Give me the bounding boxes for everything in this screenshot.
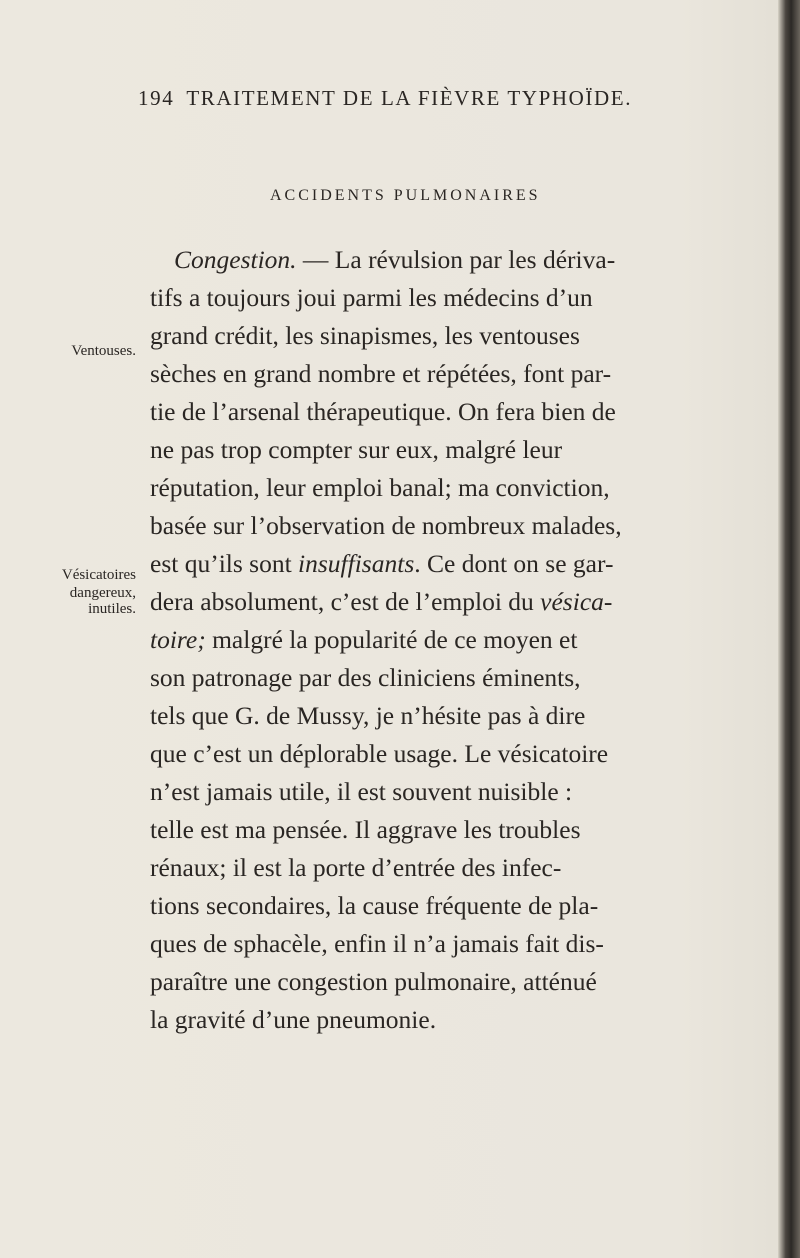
- text-line-15: n’est jamais utile, il est souvent nuisible :: [150, 777, 573, 806]
- text-line-21: la gravité d’une pneumonie.: [150, 1005, 437, 1034]
- text-line-4: sèches en grand nombre et répétées, font par-: [150, 359, 612, 388]
- text-line-5: tie de l’arsenal thérapeutique. On fera bien de: [150, 397, 616, 426]
- text-line-11: toire; malgré la popularité de ce moyen et: [150, 625, 578, 654]
- margin-note-inutiles: inutiles.: [88, 601, 136, 617]
- text-line-16: telle est ma pensée. Il aggrave les troubles: [150, 815, 581, 844]
- emphasis-toire: toire;: [150, 625, 206, 654]
- text-line-1: Congestion. — La révulsion par les dériva-: [174, 245, 616, 274]
- emphasis-vesicatoire: vésica-: [540, 587, 613, 616]
- text-line-18: tions secondaires, la cause fréquente de pla-: [150, 891, 599, 920]
- running-title: TRAITEMENT DE LA FIÈVRE TYPHOÏDE.: [186, 86, 633, 110]
- margin-note-vesicatoires: Vésicatoires: [61, 567, 136, 583]
- emphasis-insuffisants: insuffisants: [298, 549, 415, 578]
- section-title: ACCIDENTS PULMONAIRES: [270, 187, 541, 204]
- text-line-20: paraître une congestion pulmonaire, atténué: [150, 967, 597, 996]
- page-number: 194: [138, 86, 175, 110]
- text-line-7: réputation, leur emploi banal; ma conviction,: [150, 473, 610, 502]
- text-line-3: grand crédit, les sinapismes, les ventouses: [150, 321, 580, 350]
- margin-note-ventouses: Ventouses.: [71, 343, 136, 359]
- text-line-10: dera absolument, c’est de l’emploi du vésica-: [150, 587, 613, 616]
- subheading-congestion: Congestion.: [174, 245, 297, 274]
- margin-note-dangereux: dangereux,: [69, 585, 136, 601]
- text-line-13: tels que G. de Mussy, je n’hésite pas à dire: [150, 701, 586, 730]
- text-line-9: est qu’ils sont insuffisants. Ce dont on se gar-: [150, 549, 614, 578]
- text-line-8: basée sur l’observation de nombreux malades,: [150, 511, 622, 540]
- running-header: [138, 86, 632, 111]
- text-line-17: rénaux; il est la porte d’entrée des infec-: [150, 853, 562, 882]
- text-line-12: son patronage par des cliniciens éminents,: [150, 663, 581, 692]
- text-line-19: ques de sphacèle, enfin il n’a jamais fait dis-: [150, 929, 604, 958]
- page-edge: [778, 0, 800, 1258]
- text-line-6: ne pas trop compter sur eux, malgré leur: [150, 435, 563, 464]
- text-line-2: tifs a toujours joui parmi les médecins d’un: [150, 283, 593, 312]
- text-line-14: que c’est un déplorable usage. Le vésicatoire: [150, 739, 609, 768]
